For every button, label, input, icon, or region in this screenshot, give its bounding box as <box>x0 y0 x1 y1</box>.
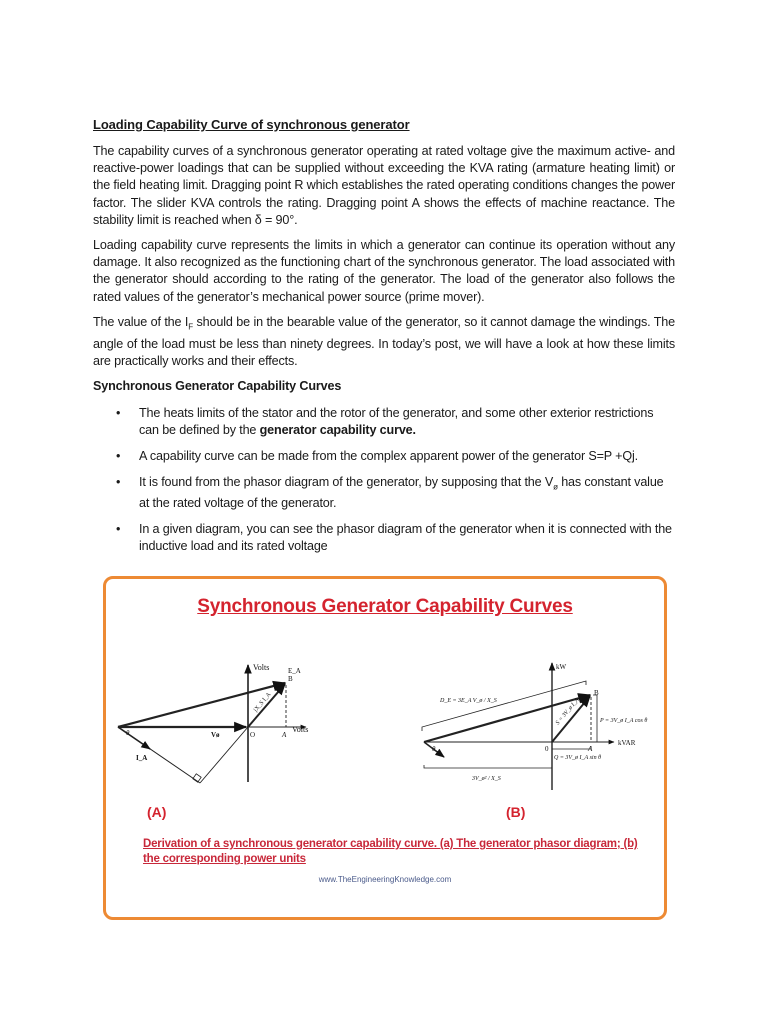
subscript-phi: ø <box>553 482 558 492</box>
ea-label: E_A <box>288 667 301 675</box>
list-item-text-rest: has constant value at the rated voltage of the generator. <box>139 474 664 511</box>
jxs-label: jX_S I_A <box>252 691 273 714</box>
p-label: P = 3V_ø I_A cos θ <box>600 718 648 724</box>
list-item-text: The heats limits of the stator and the rotor of the generator, and some other exterior restrictions can be defined by the <box>139 405 654 437</box>
paragraph-2: Loading capability curve represents the limits in which a generator can continue its operation without any damage. It also recognized as the functioning chart of the synchronous generator. The load associated with the generator should according to the rating of the generator. The load of the generator also follows the rated values of the generator’s mechanical power source (prime mover). <box>93 238 675 304</box>
list-item-text: A capability curve can be made from the complex apparent power of the generator S=P +Qj. <box>139 448 639 463</box>
figure-credit: www.TheEngineeringKnowledge.com <box>318 875 452 884</box>
vphi-label: Vø <box>211 731 220 739</box>
bottom-fraction-label: 3V_ø² / X_S <box>472 776 501 782</box>
paragraph-1: The capability curves of a synchronous generator operating at rated voltage give the maximum active- and reactive-power loadings that can be supplied without exceeding the KVA rating (armature heating limit) or the field heating limit. Dragging point R which establishes the rated operating conditions changes the power factor. The slider KVA controls the rating. Dragging point A shows the effects of machine reactance. The stability limit is reached when δ = 90°. <box>93 144 675 227</box>
bullet-list <box>93 405 675 556</box>
list-item-text: It is found from the phasor diagram of the generator, by supposing that the V <box>139 474 554 489</box>
axis-label-kvar: kVAR <box>618 739 636 747</box>
point-b-label: B <box>288 675 293 683</box>
de-label: D_E = 3E_A V_ø / X_S <box>440 698 497 704</box>
axis-label-volts-y: Volts <box>253 663 270 672</box>
axis-label-volts-x: Volts <box>292 725 309 734</box>
figure-label-a: (A) <box>147 804 167 820</box>
point-a-label-b: A <box>588 745 593 753</box>
list-item <box>93 448 675 465</box>
bullet-icon: • <box>116 405 121 420</box>
figure-caption: Derivation of a synchronous generator capability curve. (a) The generator phasor diagram; (b) the corresponding power units <box>143 838 638 865</box>
point-a-label: A <box>282 731 287 739</box>
ia-label: I_A <box>136 754 148 762</box>
page-title: Loading Capability Curve of synchronous generator <box>93 117 410 132</box>
subscript-f: F <box>188 322 193 332</box>
list-item <box>93 405 675 439</box>
paragraph-3-text: The value of the I <box>93 314 189 329</box>
bullet-icon: • <box>116 522 121 537</box>
figure-box <box>103 576 667 920</box>
paragraph-3 <box>93 314 675 370</box>
list-item <box>93 474 675 513</box>
origin-label-a: O <box>250 731 256 739</box>
list-item <box>93 521 675 555</box>
theta-label-b: θ <box>432 745 436 753</box>
origin-label-b: 0 <box>545 745 549 753</box>
s-label: S = 3V_ø I_A <box>554 697 581 727</box>
paragraph-3-text-rest: should be in the bearable value of the generator, so it cannot damage the windings. The angle of the load must be less than ninety degrees. In today’s post, we will have a look at how these limits are practically works and their effects. <box>93 314 675 368</box>
list-item-text: In a given diagram, you can see the phasor diagram of the generator when it is connected with the inductive load and its rated voltage <box>139 522 672 554</box>
section-heading: Synchronous Generator Capability Curves <box>93 378 342 393</box>
theta-label-a: θ <box>126 729 130 737</box>
point-b-label-b: B <box>594 689 599 697</box>
q-label: Q = 3V_ø I_A sin θ <box>554 755 602 761</box>
bullet-icon: • <box>116 448 121 463</box>
bold-term: generator capability curve. <box>259 422 416 437</box>
bullet-icon: • <box>116 474 121 489</box>
figure-title: Synchronous Generator Capability Curves <box>197 596 573 617</box>
figure-label-b: (B) <box>506 804 526 820</box>
document-page <box>93 116 675 564</box>
axis-label-kw: kW <box>556 663 567 671</box>
